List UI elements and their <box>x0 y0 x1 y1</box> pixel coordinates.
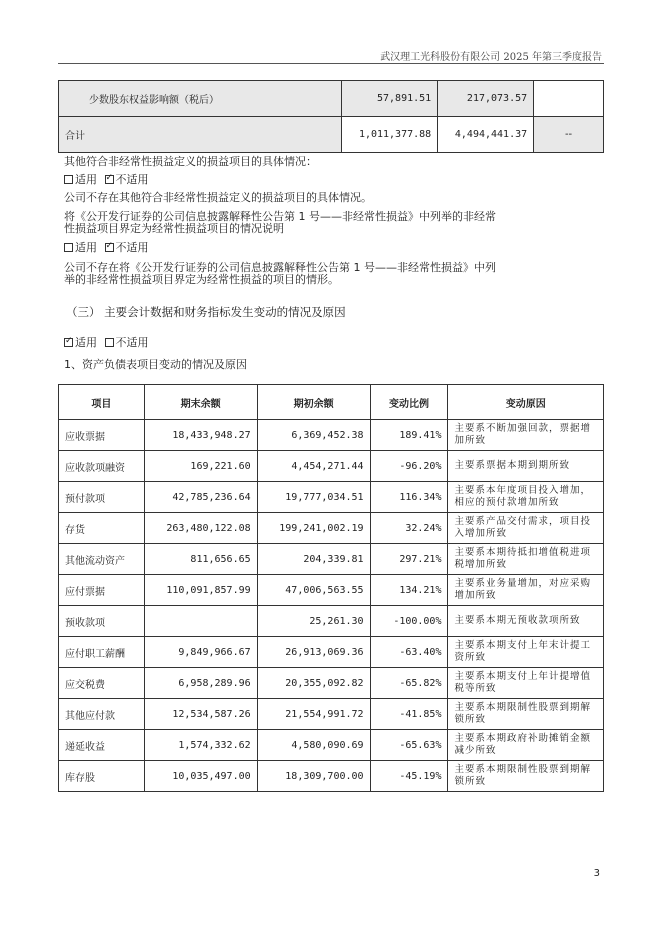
row-label: 少数股东权益影响额（税后） <box>59 81 342 117</box>
table-row <box>59 482 604 513</box>
reason-cell: 主要系本期无预收款项所致 <box>448 606 604 637</box>
begin-balance-cell: 25,261.30 <box>257 606 370 637</box>
not-applicable-checkbox <box>105 338 114 347</box>
change-ratio-cell: 32.24% <box>370 513 448 544</box>
reason-cell: 主要系票据本期到期所致 <box>448 451 604 482</box>
item-cell: 应付职工薪酬 <box>59 637 145 668</box>
change-ratio-cell: 116.34% <box>370 482 448 513</box>
item-cell: 预付款项 <box>59 482 145 513</box>
end-balance-cell: 263,480,122.08 <box>144 513 257 544</box>
table-row <box>59 761 604 792</box>
item-cell: 预收款项 <box>59 606 145 637</box>
end-balance-cell: 169,221.60 <box>144 451 257 482</box>
column-header-end-balance: 期末余额 <box>144 385 257 420</box>
begin-balance-cell: 20,355,092.82 <box>257 668 370 699</box>
begin-balance-cell: 21,554,991.72 <box>257 699 370 730</box>
applicability-checkbox-row-3 <box>64 336 149 349</box>
reason-cell: 主要系本期待抵扣增值税进项税增加所致 <box>448 544 604 575</box>
item-cell: 其他流动资产 <box>59 544 145 575</box>
change-ratio-cell: 189.41% <box>370 420 448 451</box>
begin-balance-cell: 26,913,069.36 <box>257 637 370 668</box>
item-cell: 递延收益 <box>59 730 145 761</box>
applicable-label: 适用 <box>75 336 97 349</box>
not-applicable-label: 不适用 <box>115 336 149 349</box>
table-row <box>59 117 604 153</box>
other-items-title: 其他符合非经常性损益定义的损益项目的具体情况： <box>64 155 317 168</box>
begin-balance-cell: 18,309,700.00 <box>257 761 370 792</box>
item-cell: 应收款项融资 <box>59 451 145 482</box>
change-ratio-cell: 297.21% <box>370 544 448 575</box>
row-label: 合计 <box>59 117 342 153</box>
reason-cell: 主要系不断加强回款，票据增加所致 <box>448 420 604 451</box>
applicable-checkbox <box>64 243 73 252</box>
change-ratio-cell: -65.63% <box>370 730 448 761</box>
item-cell: 应付票据 <box>59 575 145 606</box>
change-ratio-cell: -65.82% <box>370 668 448 699</box>
table-row <box>59 668 604 699</box>
item-cell: 存货 <box>59 513 145 544</box>
not-applicable-label: 不适用 <box>115 173 149 186</box>
column-header-change-ratio: 变动比例 <box>370 385 448 420</box>
reclass-body-line2: 举的非经常性损益项目界定为经常性损益的项目的情形。 <box>64 273 339 286</box>
begin-balance-cell: 19,777,034.51 <box>257 482 370 513</box>
table-row <box>59 699 604 730</box>
page-number: 3 <box>593 868 600 879</box>
note-cell <box>534 81 604 117</box>
end-balance-cell: 12,534,587.26 <box>144 699 257 730</box>
begin-balance-cell: 6,369,452.38 <box>257 420 370 451</box>
end-balance-cell: 6,958,289.96 <box>144 668 257 699</box>
table-row <box>59 451 604 482</box>
begin-balance-cell: 47,006,563.55 <box>257 575 370 606</box>
end-balance-cell: 42,785,236.64 <box>144 482 257 513</box>
end-balance-cell: 1,574,332.62 <box>144 730 257 761</box>
section-heading-three: （三） 主要会计数据和财务指标发生变动的情况及原因 <box>66 305 346 319</box>
non-recurring-summary-table <box>58 80 604 153</box>
reclass-title-line1: 将《公开发行证券的公司信息披露解释性公告第 1 号——非经常性损益》中列举的非经常 <box>64 210 496 223</box>
reason-cell: 主要系本年度项目投入增加，相应的预付款增加所致 <box>448 482 604 513</box>
table-header-row <box>59 385 604 420</box>
item-cell: 应交税费 <box>59 668 145 699</box>
table-row <box>59 81 604 117</box>
header-divider <box>58 63 604 64</box>
reason-cell: 主要系本期支付上年末计提工资所致 <box>448 637 604 668</box>
begin-balance-cell: 4,454,271.44 <box>257 451 370 482</box>
ytd-value: 4,494,441.37 <box>438 117 534 153</box>
end-balance-cell: 18,433,948.27 <box>144 420 257 451</box>
item-cell: 应收票据 <box>59 420 145 451</box>
table-row <box>59 544 604 575</box>
end-balance-cell: 110,091,857.99 <box>144 575 257 606</box>
item-cell: 库存股 <box>59 761 145 792</box>
reason-cell: 主要系业务量增加，对应采购增加所致 <box>448 575 604 606</box>
note-cell: -- <box>534 117 604 153</box>
change-ratio-cell: -45.19% <box>370 761 448 792</box>
reason-cell: 主要系产品交付需求，项目投入增加所致 <box>448 513 604 544</box>
table-row <box>59 606 604 637</box>
end-balance-cell: 811,656.65 <box>144 544 257 575</box>
reason-cell: 主要系本期限制性股票到期解锁所致 <box>448 699 604 730</box>
not-applicable-checkbox <box>105 243 114 252</box>
table-row <box>59 637 604 668</box>
ytd-value: 217,073.57 <box>438 81 534 117</box>
end-balance-cell: 10,035,497.00 <box>144 761 257 792</box>
report-header-title: 武汉理工光科股份有限公司 2025 年第三季度报告 <box>380 52 602 63</box>
end-balance-cell <box>144 606 257 637</box>
column-header-item: 项目 <box>59 385 145 420</box>
table-row <box>59 420 604 451</box>
table-row <box>59 513 604 544</box>
item-cell: 其他应付款 <box>59 699 145 730</box>
other-items-body: 公司不存在其他符合非经常性损益定义的损益项目的具体情况。 <box>64 191 372 204</box>
table-row <box>59 575 604 606</box>
column-header-reason: 变动原因 <box>448 385 604 420</box>
applicable-checkbox <box>64 338 73 347</box>
table-row <box>59 730 604 761</box>
current-period-value: 1,011,377.88 <box>342 117 438 153</box>
reclass-title-line2: 性损益项目界定为经常性损益项目的情况说明 <box>64 222 284 235</box>
reason-cell: 主要系本期支付上年计提增值税等所致 <box>448 668 604 699</box>
column-header-begin-balance: 期初余额 <box>257 385 370 420</box>
reclass-body-line1: 公司不存在将《公开发行证券的公司信息披露解释性公告第 1 号——非经常性损益》中列 <box>64 261 496 274</box>
end-balance-cell: 9,849,966.67 <box>144 637 257 668</box>
reason-cell: 主要系本期限制性股票到期解锁所致 <box>448 761 604 792</box>
applicable-label: 适用 <box>75 241 97 254</box>
change-ratio-cell: -41.85% <box>370 699 448 730</box>
balance-sheet-changes-table <box>58 384 604 792</box>
applicable-checkbox <box>64 175 73 184</box>
applicability-checkbox-row-2 <box>64 241 149 254</box>
begin-balance-cell: 204,339.81 <box>257 544 370 575</box>
change-ratio-cell: -100.00% <box>370 606 448 637</box>
subsection-heading-balance-sheet: 1、资产负债表项目变动的情况及原因 <box>64 358 247 371</box>
not-applicable-checkbox <box>105 175 114 184</box>
applicable-label: 适用 <box>75 173 97 186</box>
applicability-checkbox-row-1 <box>64 173 149 186</box>
change-ratio-cell: 134.21% <box>370 575 448 606</box>
begin-balance-cell: 199,241,002.19 <box>257 513 370 544</box>
begin-balance-cell: 4,580,090.69 <box>257 730 370 761</box>
current-period-value: 57,891.51 <box>342 81 438 117</box>
reason-cell: 主要系本期政府补助摊销金额减少所致 <box>448 730 604 761</box>
change-ratio-cell: -63.40% <box>370 637 448 668</box>
change-ratio-cell: -96.20% <box>370 451 448 482</box>
not-applicable-label: 不适用 <box>115 241 149 254</box>
